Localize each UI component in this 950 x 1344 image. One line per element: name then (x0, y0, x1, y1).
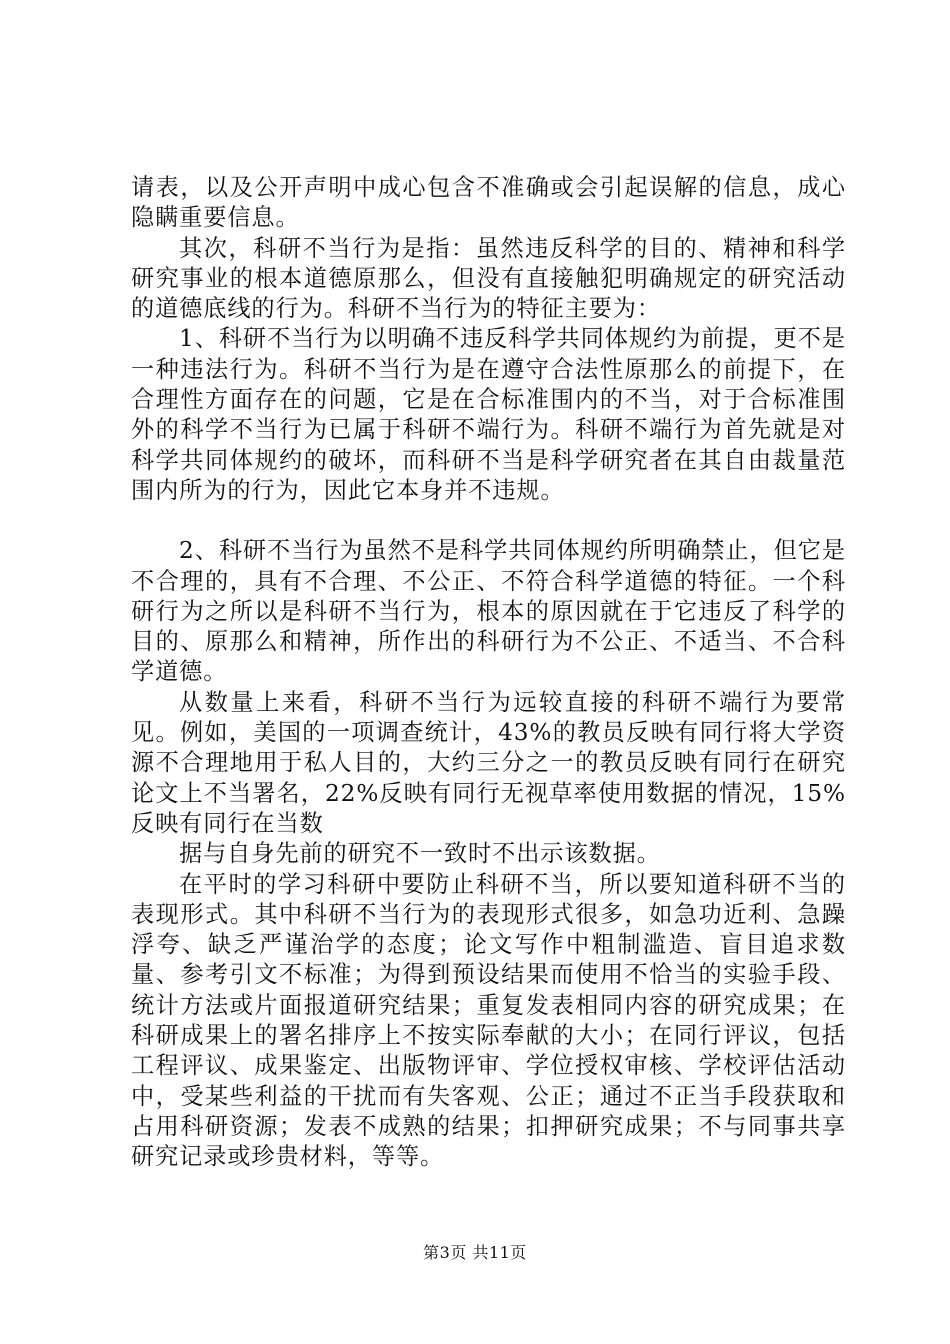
paragraph-point-2: 2、科研不当行为虽然不是科学共同体规约所明确禁止，但它是不合理的，具有不合理、不公正、不符合科学道德的特征。一个科研行为之所以是科研不当行为，根本的原因就在于它违反了科学的目的、原那么和精神，所作出的科研行为不公正、不适当、不合科学道德。 (131, 537, 846, 686)
paragraph-continuation: 请表，以及公开声明中成心包含不准确或会引起误解的信息，成心隐瞒重要信息。 (131, 174, 846, 232)
body-text (131, 173, 846, 1173)
paragraph-forms: 在平时的学习科研中要防止科研不当，所以要知道科研不当的表现形式。其中科研不当行为的表现形式很多，如急功近利、急躁浮夸、缺乏严谨治学的态度；论文写作中粗制滥造、盲目追求数量、参考引文不标准；为得到预设结果而使用不恰当的实验手段、统计方法或片面报道研究结果；重复发表相同内容的研究成果；在科研成果上的署名排序上不按实际奉献的大小；在同行评议，包括工程评议、成果鉴定、出版物评审、学位授权审核、学校评估活动中，受某些利益的干扰而有失客观、公正；通过不正当手段获取和占用科研资源；发表不成熟的结果；扣押研究成果；不与同事共享研究记录或珍贵材料，等等。 (131, 870, 846, 1171)
paragraph-statistics: 从数量上来看，科研不当行为远较直接的科研不端行为要常见。例如，美国的一项调查统计，43%的教员反映有同行将大学资源不合理地用于私人目的，大约三分之一的教员反映有同行在研究论文上不当署名，22%反映有同行无视草率使用数据的情况，15%反映有同行在当数 (131, 688, 846, 837)
paragraph-definition: 其次，科研不当行为是指：虽然违反科学的目的、精神和科学研究事业的根本道德原那么，但没有直接触犯明确规定的研究活动的道德底线的行为。科研不当行为的特征主要为： (131, 234, 846, 323)
paragraph-statistics-continued: 据与自身先前的研究不一致时不出示该数据。 (179, 840, 661, 868)
paragraph-point-1: 1、科研不当行为以明确不违反科学共同体规约为前提，更不是一种违法行为。科研不当行为是在遵守合法性原那么的前提下，在合理性方面存在的问题，它是在合标准围内的不当，对于合标准围外的科学不当行为已属于科研不端行为。科研不端行为首先就是对科学共同体规约的破坏，而科研不当是科学研究者在其自由裁量范围内所为的行为，因此它本身并不违规。 (131, 325, 846, 504)
page-number-footer: 第3页 共11页 (423, 1243, 527, 1262)
